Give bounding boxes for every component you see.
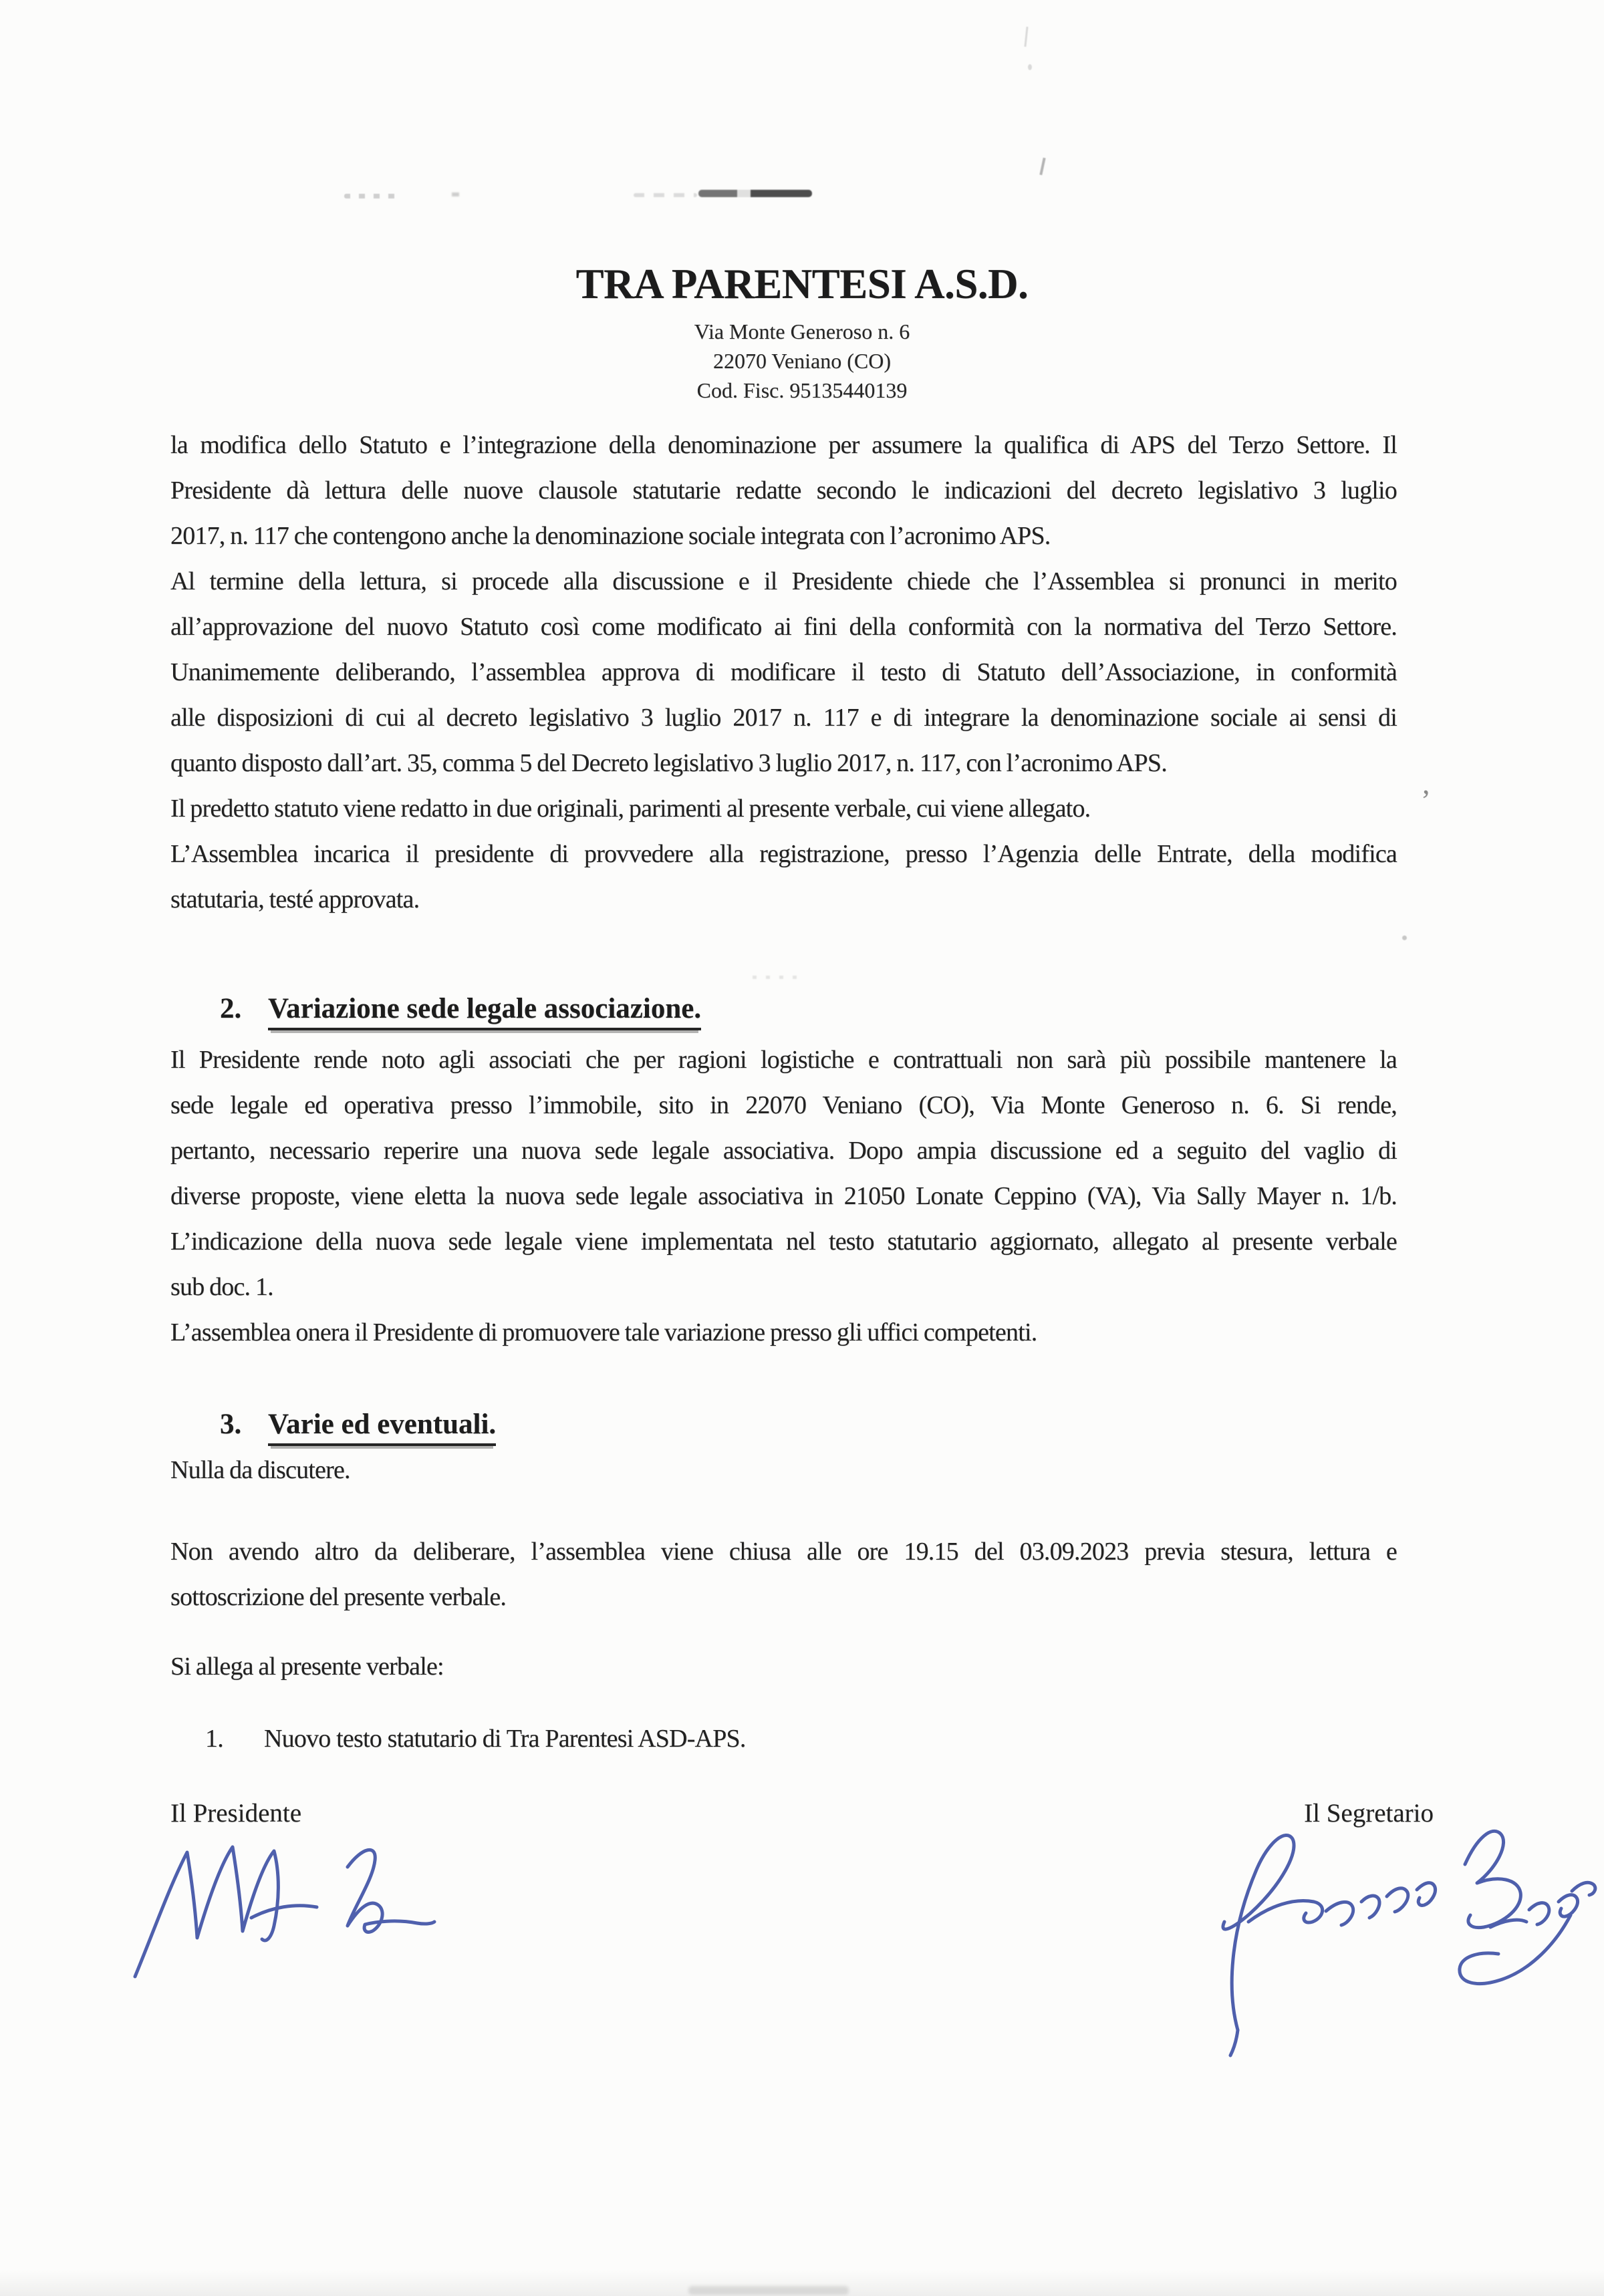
body-line: pertanto, necessario reperire una nuova sede legale associativa. Dopo ampia discussione ed a seguito del vaglio di (170, 1137, 1397, 1165)
organization-title: TRA PARENTESI A.S.D. (575, 261, 1029, 307)
body-line: Nulla da discutere. (170, 1456, 350, 1484)
body-line: diverse proposte, viene eletta la nuova sede legale associativa in 21050 Lonate Ceppino (VA), Via Sally Mayer n. 1/b. (170, 1182, 1397, 1210)
body-line: L’assemblea onera il Presidente di promuovere tale variazione presso gli uffici competenti. (170, 1318, 1037, 1346)
section-2-heading (170, 986, 1397, 1032)
body-line: Si allega al presente verbale: (170, 1653, 444, 1681)
body-line: statutaria, testé approvata. (170, 885, 420, 913)
address-line: Via Monte Generoso n. 6 (694, 319, 910, 343)
body-line: all’approvazione del nuovo Statuto così come modificato ai fini della conformità con la normativa del Terzo Settore. (170, 613, 1397, 641)
body-line: L’indicazione della nuova sede legale viene implementata nel testo statutario aggiornato, allegato al presente verbale (170, 1228, 1397, 1256)
section-title: Varie ed eventuali. (268, 1409, 496, 1446)
secretary-label: Il Segretario (1304, 1799, 1434, 1828)
body-line: L’Assemblea incarica il presidente di provvedere alla registrazione, presso l’Agenzia delle Entrate, della modifica (170, 840, 1397, 868)
body-line: Il predetto statuto viene redatto in due originali, parimenti al presente verbale, cui viene allegato. (170, 795, 1091, 823)
body-line: sub doc. 1. (170, 1273, 273, 1301)
president-label: Il Presidente (170, 1799, 302, 1828)
organization-address (0, 317, 1604, 405)
address-line: 22070 Veniano (CO) (712, 349, 892, 373)
scan-artifact (688, 2286, 849, 2295)
president-signature-ink (127, 1824, 441, 1985)
body-line: 2017, n. 117 che contengono anche la denominazione sociale integrata con l’acronimo APS. (170, 522, 1051, 550)
attachment-item (170, 1716, 1397, 1761)
section-1-text (170, 422, 1397, 922)
body-line: sede legale ed operativa presso l’immobile, sito in 22070 Veniano (CO), Via Monte Generoso n. 6. Si rende, (170, 1091, 1397, 1119)
body-line: alle disposizioni di cui al decreto legislativo 3 luglio 2017 n. 117 e di integrare la denominazione sociale ai sensi di (170, 704, 1397, 732)
body-line: Al termine della lettura, si procede alla discussione e il Presidente chiede che l’Assemblea si pronunci in merito (170, 567, 1397, 595)
attachment-text: Nuovo testo statutario di Tra Parentesi ASD-APS. (264, 1725, 746, 1753)
body-line: Il Presidente rende noto agli associati che per ragioni logistiche e contrattuali non sarà più possibile mantenere la (170, 1046, 1397, 1074)
document-body (170, 422, 1434, 1836)
letterhead (0, 0, 1604, 405)
closing-paragraph (170, 1529, 1397, 1620)
scan-artifact (1402, 936, 1407, 940)
section-3-text (170, 1447, 1397, 1493)
body-line: sottoscrizione del presente verbale. (170, 1583, 507, 1611)
address-line: Cod. Fisc. 95135440139 (696, 378, 908, 402)
attachment-number: 1. (205, 1725, 223, 1753)
scan-edge-shadow (0, 2271, 1604, 2296)
body-line: Non avendo altro da deliberare, l’assemblea viene chiusa alle ore 19.15 del 03.09.2023 previa stesura, lettura e (170, 1538, 1397, 1566)
body-line: la modifica dello Statuto e l’integrazione della denominazione per assumere la qualifica di APS del Terzo Settore. Il (170, 431, 1397, 459)
body-line: quanto disposto dall’art. 35, comma 5 del Decreto legislativo 3 luglio 2017, n. 117, con l’acronimo APS. (170, 749, 1167, 777)
section-3-heading (170, 1402, 1397, 1447)
section-number: 2. (220, 993, 242, 1024)
body-line: Presidente dà lettura delle nuove clausole statutarie redatte secondo le indicazioni del decreto legislativo 3 luglio (170, 476, 1397, 505)
signature-row (170, 1791, 1434, 1836)
scan-artifact: ’ (1421, 784, 1431, 817)
attachments-intro (170, 1644, 1397, 1689)
body-line: Unanimemente deliberando, l’assemblea approva di modificare il testo di Statuto dell’Associazione, in conformità (170, 658, 1397, 686)
section-title: Variazione sede legale associazione. (268, 993, 701, 1030)
section-number: 3. (220, 1409, 242, 1440)
section-2-text (170, 1037, 1397, 1355)
